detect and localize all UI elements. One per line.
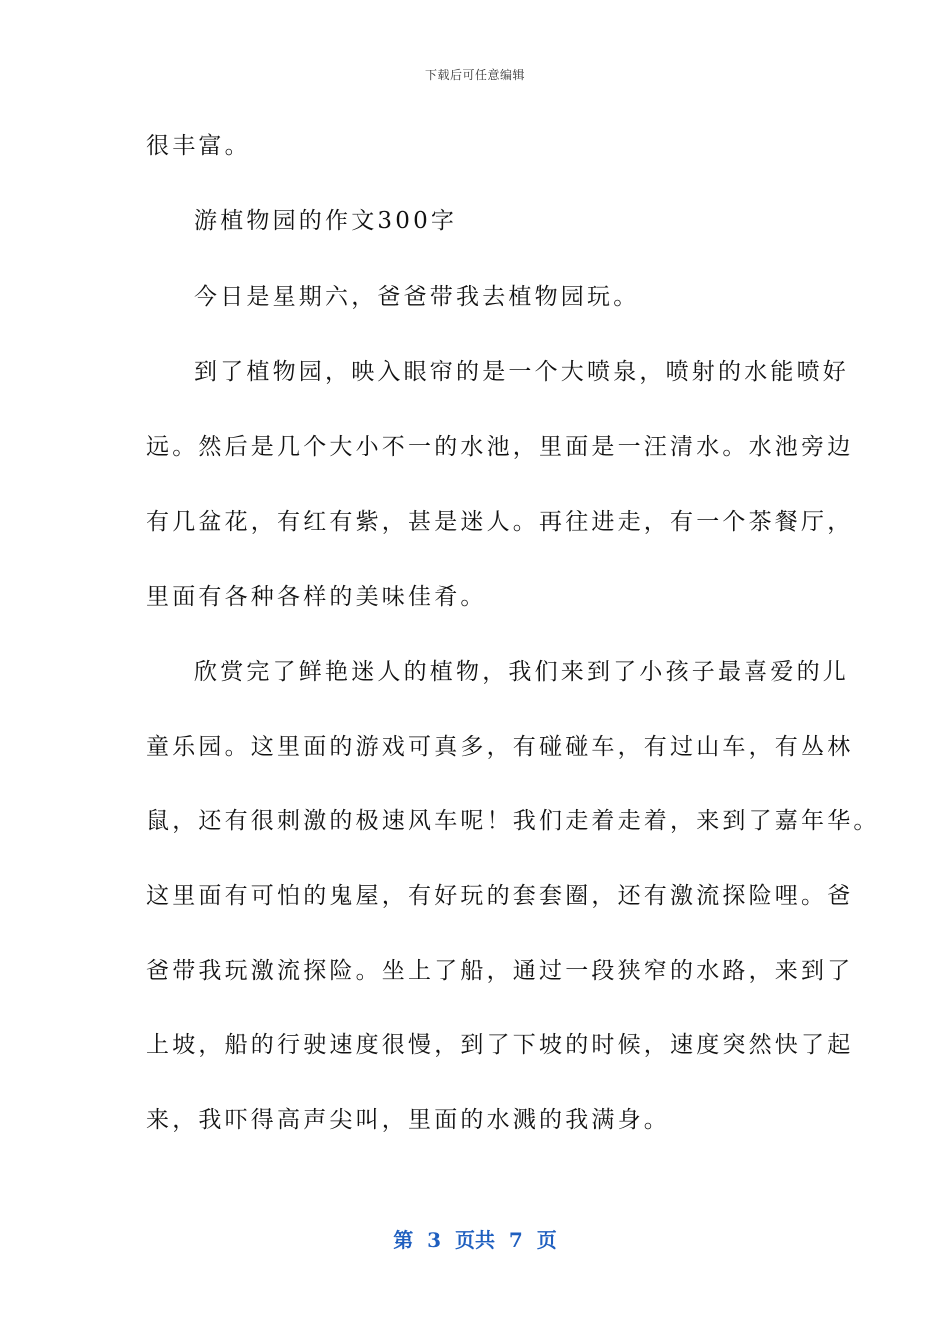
text-line: 上坡，船的行驶速度很慢，到了下坡的时候，速度突然快了起 — [146, 1032, 854, 1058]
text-line: 童乐园。这里面的游戏可真多，有碰碰车，有过山车，有丛林 — [146, 734, 854, 760]
text-line: 来，我吓得高声尖叫，里面的水溅的我满身。 — [146, 1107, 670, 1133]
text-line: 这里面有可怕的鬼屋，有好玩的套套圈，还有激流探险哩。爸 — [146, 883, 854, 909]
page-number-footer: 第 3 页共 7 页 — [393, 1228, 557, 1252]
text-line: 很丰富。 — [146, 133, 251, 159]
text-line: 爸带我玩激流探险。坐上了船，通过一段狭窄的水路，来到了 — [146, 958, 854, 984]
text-line: 远。然后是几个大小不一的水池，里面是一汪清水。水池旁边 — [146, 434, 854, 460]
paragraph-start: 到了植物园，映入眼帘的是一个大喷泉，喷射的水能喷好 — [194, 359, 849, 385]
page-header: 下载后可任意编辑 — [424, 68, 525, 82]
essay-title: 游植物园的作文300字 — [194, 208, 458, 234]
paragraph-start: 今日是星期六，爸爸带我去植物园玩。 — [194, 284, 640, 310]
paragraph-start: 欣赏完了鲜艳迷人的植物，我们来到了小孩子最喜爱的儿 — [194, 659, 849, 685]
text-line: 有几盆花，有红有紫，甚是迷人。再往进走，有一个茶餐厅， — [146, 509, 854, 535]
text-line: 鼠，还有很刺激的极速风车呢！我们走着走着，来到了嘉年华。 — [146, 808, 880, 834]
text-line: 里面有各种各样的美味佳肴。 — [146, 584, 487, 610]
